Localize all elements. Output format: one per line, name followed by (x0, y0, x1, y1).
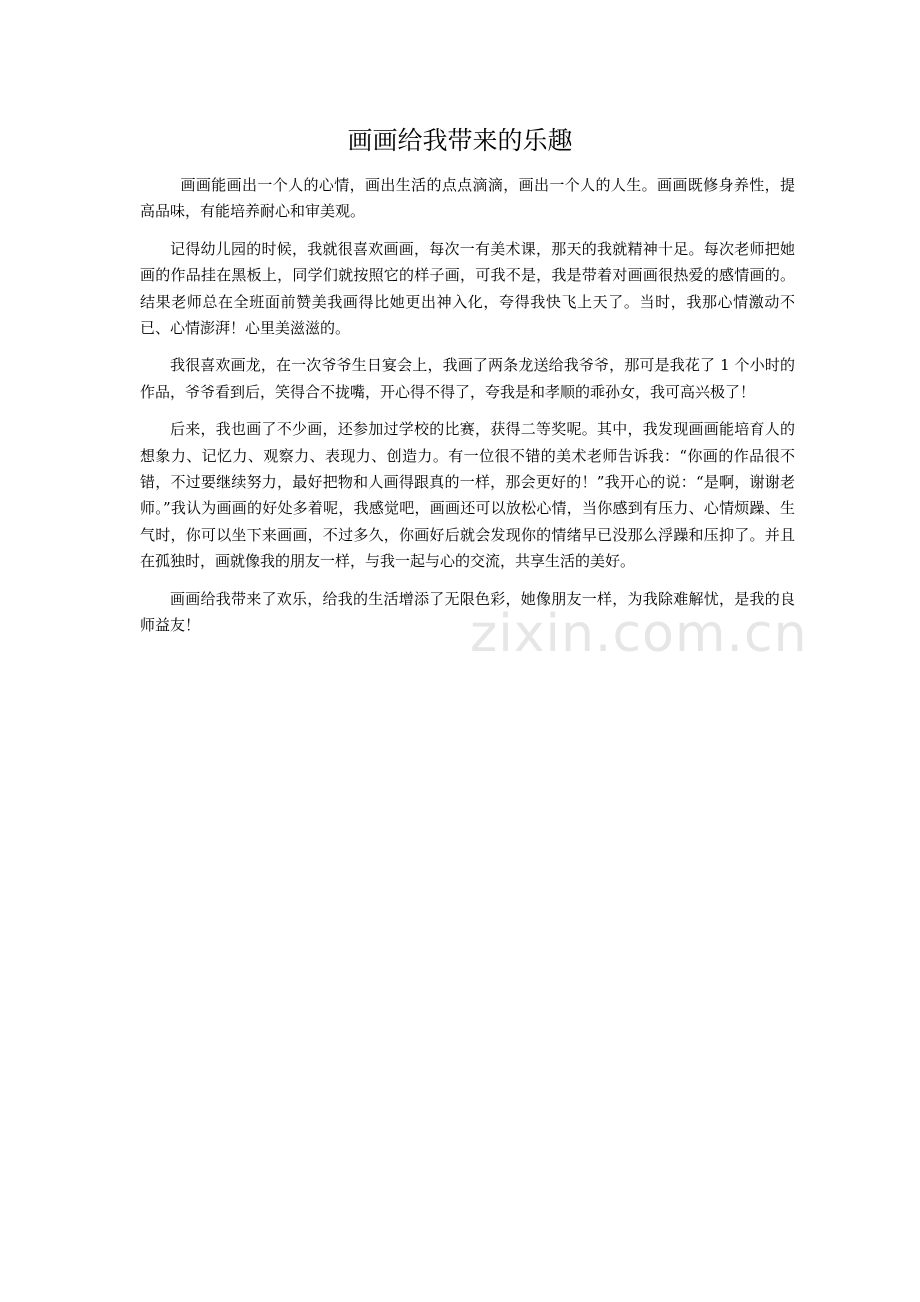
paragraph-5: 画画给我带来了欢乐，给我的生活增添了无限色彩，她像朋友一样，为我除难解忧，是我的良师益友！ (140, 589, 795, 635)
paragraph-1: 画画能画出一个人的心情，画出生活的点点滴滴，画出一个人的人生。画画既修身养性，提高品味，有能培养耐心和审美观。 (140, 176, 795, 221)
watermark: zixin.com.cn (470, 604, 808, 664)
paragraph-2: 记得幼儿园的时候，我就很喜欢画画，每次一有美术课，那天的我就精神十足。每次老师把她画的作品挂在黑板上，同学们就按照它的样子画，可我不是，我是带着对画画很热爱的感情画的。结果老师总在全班面前赞美我画得比她更出神入化，夸得我快飞上天了。当时，我那心情激动不已、心情澎湃！心里美滋滋的。 (140, 239, 795, 338)
paragraph-3: 我很喜欢画龙，在一次爷爷生日宴会上，我画了两条龙送给我爷爷，那可是我花了 1 个小时的作品，爷爷看到后，笑得合不拢嘴，开心得不得了，夸我是和孝顺的乖孙女，我可高兴极了！ (140, 356, 795, 401)
document-title: 画画给我带来的乐趣 (347, 126, 573, 155)
paragraph-4: 后来，我也画了不少画，还参加过学校的比赛，获得二等奖呢。其中，我发现画画能培育人的想象力、记忆力、观察力、表现力、创造力。有一位很不错的美术老师告诉我：“你画的作品很不错，不过要继续努力，最好把物和人画得跟真的一样，那会更好的！”我开心的说：“是啊，谢谢老师。”我认为画画的好处多着呢，我感觉吧，画画还可以放松心情，当你感到有压力、心情烦躁、生气时，你可以坐下来画画，不过多久，你画好后就会发现你的情绪早已没那么浮躁和压抑了。并且在孤独时，画就像我的朋友一样，与我一起与心的交流，共享生活的美好。 (140, 420, 795, 571)
document-body (140, 172, 795, 650)
